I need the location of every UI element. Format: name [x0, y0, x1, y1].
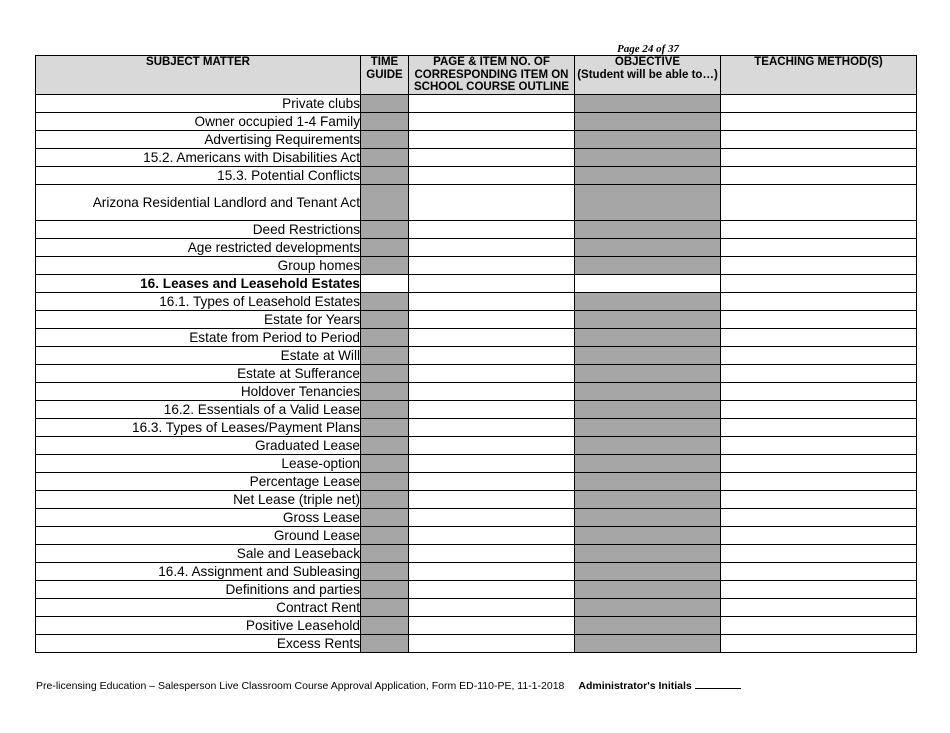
subject-matter-cell: Estate at Will [36, 347, 361, 365]
course-outline-table [35, 55, 917, 653]
time-guide-cell [361, 113, 409, 131]
table-row [36, 437, 917, 455]
table-row [36, 599, 917, 617]
objective-cell [575, 149, 721, 167]
objective-cell [575, 95, 721, 113]
time-guide-cell [361, 491, 409, 509]
page-item-cell[interactable] [409, 149, 575, 167]
time-guide-cell [361, 635, 409, 653]
time-guide-cell [361, 617, 409, 635]
subject-matter-cell: Gross Lease [36, 509, 361, 527]
objective-cell [575, 437, 721, 455]
time-guide-cell [361, 383, 409, 401]
subject-matter-cell: Ground Lease [36, 527, 361, 545]
teaching-methods-cell[interactable] [721, 527, 917, 545]
page-item-cell[interactable] [409, 437, 575, 455]
objective-cell [575, 383, 721, 401]
page-item-cell[interactable] [409, 473, 575, 491]
subject-matter-cell: Advertising Requirements [36, 131, 361, 149]
table-row [36, 221, 917, 239]
page-item-cell[interactable] [409, 509, 575, 527]
page-item-cell[interactable] [409, 113, 575, 131]
time-guide-cell [361, 221, 409, 239]
teaching-methods-cell[interactable] [721, 149, 917, 167]
time-guide-cell [361, 167, 409, 185]
teaching-methods-cell[interactable] [721, 509, 917, 527]
time-guide-cell [361, 419, 409, 437]
page-item-cell[interactable] [409, 95, 575, 113]
subject-matter-cell: Age restricted developments [36, 239, 361, 257]
table-row [36, 527, 917, 545]
teaching-methods-cell[interactable] [721, 383, 917, 401]
page-item-cell[interactable] [409, 167, 575, 185]
teaching-methods-cell[interactable] [721, 113, 917, 131]
time-guide-cell [361, 509, 409, 527]
subject-matter-cell: Deed Restrictions [36, 221, 361, 239]
subject-matter-cell: Estate at Sufferance [36, 365, 361, 383]
teaching-methods-cell[interactable] [721, 365, 917, 383]
page-item-cell[interactable] [409, 491, 575, 509]
subject-matter-cell: Group homes [36, 257, 361, 275]
subject-matter-cell: 16.4. Assignment and Subleasing [36, 563, 361, 581]
page-item-cell[interactable] [409, 581, 575, 599]
subject-matter-cell: 16.3. Types of Leases/Payment Plans [36, 419, 361, 437]
page-number: Page 24 of 37 [617, 43, 680, 55]
table-row [36, 167, 917, 185]
time-guide-cell [361, 581, 409, 599]
page-item-cell[interactable] [409, 455, 575, 473]
subject-matter-cell: Arizona Residential Landlord and Tenant Act [36, 185, 361, 221]
subject-matter-cell: Contract Rent [36, 599, 361, 617]
page-item-cell[interactable] [409, 599, 575, 617]
header-objective: OBJECTIVE (Student will be able to…) [575, 56, 721, 95]
page-item-cell[interactable] [409, 617, 575, 635]
time-guide-cell [361, 563, 409, 581]
subject-matter-cell: Estate for Years [36, 311, 361, 329]
subject-matter-cell: 15.3. Potential Conflicts [36, 167, 361, 185]
subject-matter-cell: 16.1. Types of Leasehold Estates [36, 293, 361, 311]
objective-cell [575, 113, 721, 131]
table-row [36, 635, 917, 653]
time-guide-cell [361, 329, 409, 347]
time-guide-cell [361, 347, 409, 365]
teaching-methods-cell[interactable] [721, 401, 917, 419]
page-item-cell[interactable] [409, 347, 575, 365]
teaching-methods-cell[interactable] [721, 275, 917, 293]
teaching-methods-cell[interactable] [721, 635, 917, 653]
time-guide-cell [361, 95, 409, 113]
page-item-cell[interactable] [409, 383, 575, 401]
teaching-methods-cell[interactable] [721, 221, 917, 239]
table-row [36, 257, 917, 275]
objective-cell [575, 599, 721, 617]
teaching-methods-cell[interactable] [721, 239, 917, 257]
time-guide-cell [361, 131, 409, 149]
objective-cell [575, 221, 721, 239]
teaching-methods-cell[interactable] [721, 563, 917, 581]
page-item-cell[interactable] [409, 563, 575, 581]
objective-cell [575, 635, 721, 653]
objective-cell [575, 419, 721, 437]
subject-matter-cell: Definitions and parties [36, 581, 361, 599]
subject-matter-cell: Holdover Tenancies [36, 383, 361, 401]
table-row [36, 383, 917, 401]
teaching-methods-cell[interactable] [721, 293, 917, 311]
teaching-methods-cell[interactable] [721, 131, 917, 149]
page-item-cell[interactable] [409, 275, 575, 293]
objective-cell [575, 257, 721, 275]
time-guide-cell [361, 401, 409, 419]
subject-matter-cell: Graduated Lease [36, 437, 361, 455]
page-item-cell[interactable] [409, 239, 575, 257]
footer-form-text: Pre-licensing Education – Salesperson Live Classroom Course Approval Application, Form ED-110-PE, 11-1-2018 [36, 680, 565, 692]
objective-cell [575, 365, 721, 383]
objective-cell [575, 347, 721, 365]
time-guide-cell [361, 257, 409, 275]
teaching-methods-cell[interactable] [721, 347, 917, 365]
page-item-cell[interactable] [409, 545, 575, 563]
teaching-methods-cell[interactable] [721, 95, 917, 113]
page-item-cell[interactable] [409, 527, 575, 545]
objective-cell [575, 527, 721, 545]
objective-cell [575, 473, 721, 491]
subject-matter-cell: 15.2. Americans with Disabilities Act [36, 149, 361, 167]
page-item-cell[interactable] [409, 185, 575, 221]
page-item-cell[interactable] [409, 293, 575, 311]
table-row [36, 473, 917, 491]
subject-matter-cell: Excess Rents [36, 635, 361, 653]
table-row [36, 311, 917, 329]
time-guide-cell [361, 185, 409, 221]
time-guide-cell [361, 311, 409, 329]
objective-cell [575, 581, 721, 599]
teaching-methods-cell[interactable] [721, 617, 917, 635]
time-guide-cell [361, 293, 409, 311]
table-row [36, 185, 917, 221]
table-row [36, 401, 917, 419]
subject-matter-cell: 16.2. Essentials of a Valid Lease [36, 401, 361, 419]
time-guide-cell [361, 455, 409, 473]
administrator-initials-field[interactable] [695, 679, 741, 689]
page-item-cell[interactable] [409, 257, 575, 275]
subject-matter-cell: Sale and Leaseback [36, 545, 361, 563]
page-item-cell[interactable] [409, 329, 575, 347]
objective-cell [575, 545, 721, 563]
time-guide-cell [361, 599, 409, 617]
teaching-methods-cell[interactable] [721, 257, 917, 275]
time-guide-cell [361, 527, 409, 545]
page-item-cell[interactable] [409, 311, 575, 329]
table-body [36, 95, 917, 653]
teaching-methods-cell[interactable] [721, 455, 917, 473]
page-item-cell[interactable] [409, 365, 575, 383]
teaching-methods-cell[interactable] [721, 437, 917, 455]
table-row [36, 293, 917, 311]
header-teaching-methods: TEACHING METHOD(S) [721, 56, 917, 95]
table-row [36, 347, 917, 365]
table-row [36, 149, 917, 167]
subject-matter-cell: Private clubs [36, 95, 361, 113]
objective-cell [575, 401, 721, 419]
teaching-methods-cell[interactable] [721, 491, 917, 509]
time-guide-cell [361, 437, 409, 455]
subject-matter-cell: Estate from Period to Period [36, 329, 361, 347]
administrator-initials-label: Administrator's Initials [578, 680, 692, 692]
table-row [36, 581, 917, 599]
subject-matter-cell: Owner occupied 1-4 Family [36, 113, 361, 131]
page-item-cell[interactable] [409, 635, 575, 653]
teaching-methods-cell[interactable] [721, 311, 917, 329]
table-row [36, 455, 917, 473]
teaching-methods-cell[interactable] [721, 329, 917, 347]
table-row [36, 545, 917, 563]
page-item-cell[interactable] [409, 131, 575, 149]
teaching-methods-cell[interactable] [721, 167, 917, 185]
table-row [36, 275, 917, 293]
table-row [36, 329, 917, 347]
objective-cell [575, 185, 721, 221]
objective-cell [575, 617, 721, 635]
header-subject-matter: SUBJECT MATTER [36, 56, 361, 95]
time-guide-cell [361, 149, 409, 167]
objective-cell [575, 131, 721, 149]
objective-cell[interactable] [575, 275, 721, 293]
objective-cell [575, 329, 721, 347]
objective-cell [575, 455, 721, 473]
teaching-methods-cell[interactable] [721, 599, 917, 617]
objective-cell [575, 239, 721, 257]
subject-matter-cell: Lease-option [36, 455, 361, 473]
table-row [36, 419, 917, 437]
teaching-methods-cell[interactable] [721, 473, 917, 491]
objective-cell [575, 509, 721, 527]
page-item-cell[interactable] [409, 401, 575, 419]
page-item-cell[interactable] [409, 221, 575, 239]
table-row [36, 365, 917, 383]
teaching-methods-cell[interactable] [721, 581, 917, 599]
header-page-item: PAGE & ITEM NO. OF CORRESPONDING ITEM ON SCHOOL COURSE OUTLINE [409, 56, 575, 95]
objective-cell [575, 563, 721, 581]
time-guide-cell [361, 473, 409, 491]
table-row [36, 617, 917, 635]
table-row [36, 131, 917, 149]
footer [36, 679, 741, 692]
table-row [36, 563, 917, 581]
objective-cell [575, 293, 721, 311]
subject-matter-cell: 16. Leases and Leasehold Estates [36, 275, 361, 293]
header-time-guide: TIME GUIDE [361, 56, 409, 95]
table-row [36, 509, 917, 527]
header-row [36, 56, 917, 95]
table-row [36, 113, 917, 131]
teaching-methods-cell[interactable] [721, 419, 917, 437]
table-row [36, 239, 917, 257]
table-row [36, 95, 917, 113]
page-item-cell[interactable] [409, 419, 575, 437]
time-guide-cell [361, 545, 409, 563]
subject-matter-cell: Net Lease (triple net) [36, 491, 361, 509]
objective-cell [575, 167, 721, 185]
time-guide-cell [361, 239, 409, 257]
subject-matter-cell: Positive Leasehold [36, 617, 361, 635]
teaching-methods-cell[interactable] [721, 545, 917, 563]
teaching-methods-cell[interactable] [721, 185, 917, 221]
table-row [36, 491, 917, 509]
objective-cell [575, 491, 721, 509]
objective-cell [575, 311, 721, 329]
time-guide-cell[interactable] [361, 275, 409, 293]
time-guide-cell [361, 365, 409, 383]
subject-matter-cell: Percentage Lease [36, 473, 361, 491]
